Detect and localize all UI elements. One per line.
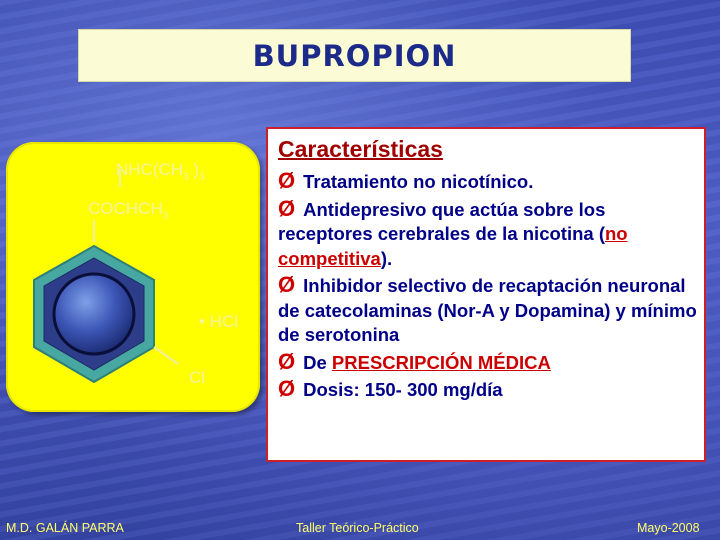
arrow-bullet-icon: Ø xyxy=(278,168,296,193)
characteristics-box xyxy=(266,127,706,462)
chemical-structure-card xyxy=(6,142,260,412)
title-banner xyxy=(78,29,631,82)
footer-date: Mayo-2008 xyxy=(637,521,700,535)
list-item: Ø Dosis: 150- 300 mg/día xyxy=(278,376,503,401)
list-item: Ø Tratamiento no nicotínico. xyxy=(278,168,534,193)
arrow-bullet-icon: Ø xyxy=(278,272,296,297)
slide-title: BUPROPION xyxy=(252,38,457,73)
chloro-label: Cl xyxy=(189,368,206,387)
characteristics-heading: Características xyxy=(278,136,443,162)
ketone-group-label: $COCHCH_3$ xyxy=(88,199,169,222)
arrow-bullet-icon: Ø xyxy=(278,376,296,401)
arrow-bullet-icon: Ø xyxy=(278,348,296,374)
benzene-structure-diagram xyxy=(6,142,260,412)
list-item: Ø Antidepresivo que actúa sobre los receptores cerebrales de la nicotina (no competitiva). xyxy=(278,195,628,269)
footer-event: Taller Teórico-Práctico xyxy=(296,521,419,535)
footer-author: M.D. GALÁN PARRA xyxy=(6,521,124,535)
list-item: Ø De PRESCRIPCIÓN MÉDICA xyxy=(278,348,551,374)
salt-label: • HCl xyxy=(199,312,239,331)
arrow-bullet-icon: Ø xyxy=(278,195,296,221)
aromatic-circle xyxy=(54,274,134,354)
amine-group-label: $NHC(CH_3$ )$_3$ xyxy=(116,160,205,183)
bond-line xyxy=(154,347,178,364)
list-item: Ø Inhibidor selectivo de recaptación neuronal de catecolaminas (Nor-A y Dopamina) y mínimo de serotonina xyxy=(278,272,697,345)
